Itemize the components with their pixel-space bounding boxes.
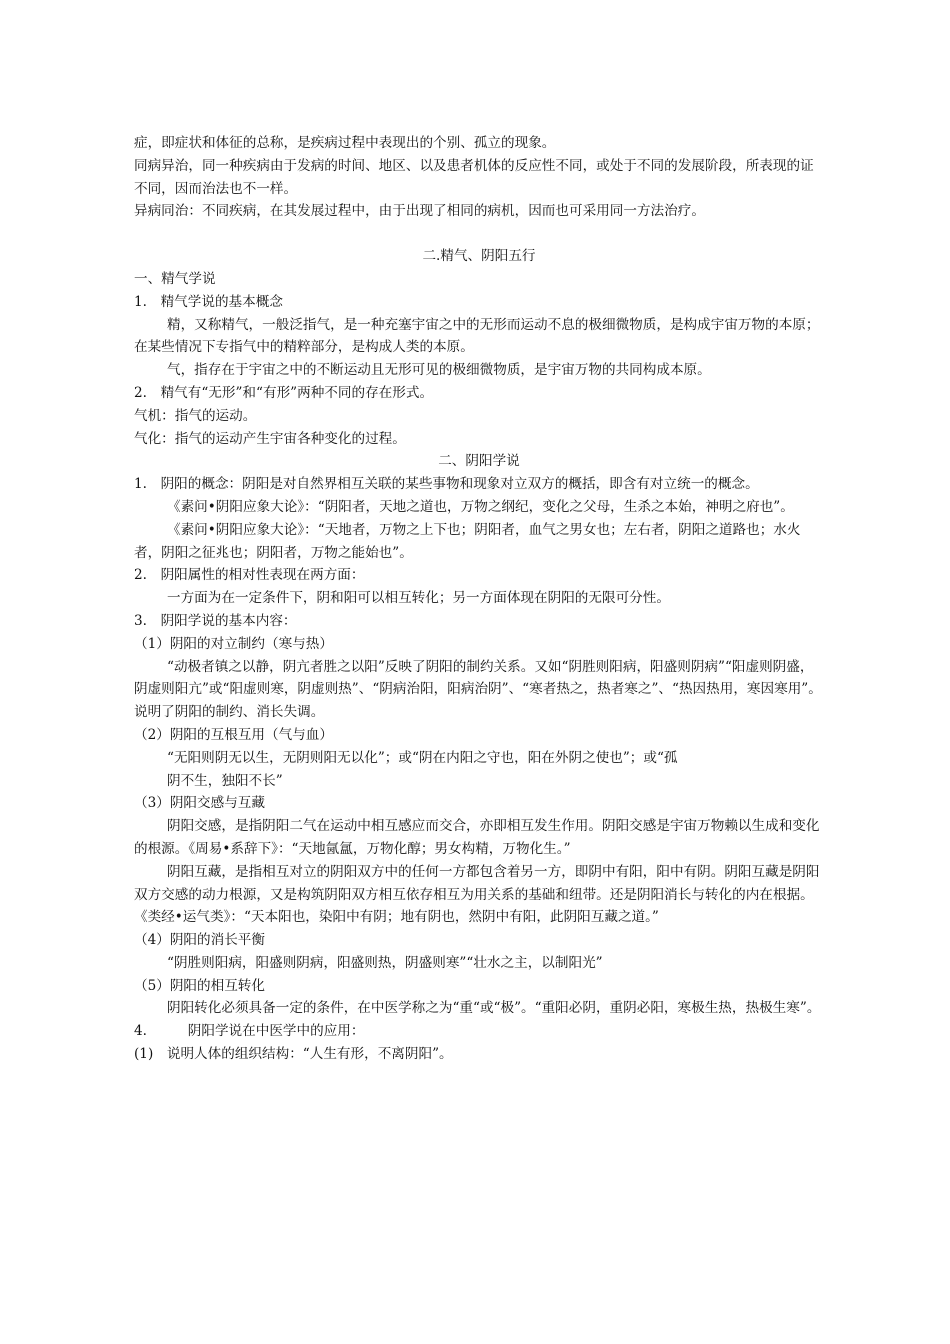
quote-suwen-2: 《素问•阴阳应象大论》：“天地者，万物之上下也；阴阳者，血气之男女也；左右者，阴阳之道路也；水火者，阴阳之征兆也；阴阳者，万物之能始也”。 [134, 521, 801, 561]
subitem-3-interaction: （3）阴阳交感与互藏 [134, 795, 265, 812]
subitem-4-balance: （4）阴阳的消长平衡 [134, 932, 265, 949]
subitem-1-opposition: （1）阴阳的对立制约（寒与热） [134, 635, 333, 652]
list-item-2-relativity: 2. 阴阳属性的相对性表现在两方面： [134, 567, 365, 584]
list-item-4-application: 4. 阴阳学说在中医学中的应用： [134, 1023, 365, 1040]
paragraph-mutual-containment: 阴阳互藏，是指相互对立的阴阳双方中的任何一方都包含着另一方，即阴中有阳，阳中有阴。阴阳互藏是阴阳双方交感的动力根源，又是构筑阴阳双方相互依存相互为用关系的基础和纽带。还是阴阳消长与转化的内在根据。《类经•运气类》：“天本阳也，染阳中有阴；地有阴也，然阴中有阳，此阴阳互藏之道。” [134, 863, 820, 926]
subitem-5-transformation: （5）阴阳的相互转化 [134, 977, 265, 994]
paragraph-relativity-detail: 一方面为在一定条件下，阴和阳可以相互转化；另一方面体现在阴阳的无限可分性。 [167, 590, 670, 607]
list-item-1-yinyang-concept: 1. 阴阳的概念：阴阳是对自然界相互关联的某些事物和现象对立双方的概括，即含有对立统一的概念。 [134, 476, 759, 493]
quote-interdependence-line1: “无阳则阴无以生，无阴则阳无以化”；或“阴在内阳之守也，阳在外阴之使也”；或“孤 [167, 749, 678, 766]
paragraph-qihua: 气化：指气的运动产生宇宙各种变化的过程。 [134, 430, 406, 447]
paragraph-transformation-detail: 阴阳转化必须具备一定的条件，在中医学称之为“重“或“极”。“重阳必阴，重阴必阳，寒极生热，热极生寒”。 [167, 1000, 821, 1017]
list-item-2-forms: 2. 精气有“无形”和“有形”两种不同的存在形式。 [134, 384, 434, 401]
list-item-1-basic-concept: 1. 精气学说的基本概念 [134, 293, 283, 310]
paragraph-jing-definition: 精，又称精气，一般泛指气，是一种充塞宇宙之中的无形而运动不息的极细微物质，是构成宇宙万物的本原；在某些情况下专指气中的精粹部分，是构成人类的本原。 [134, 316, 820, 356]
document-page [134, 132, 824, 1066]
paragraph-opposition-detail: “动极者镇之以静，阴亢者胜之以阳”反映了阴阳的制约关系。又如“阴胜则阳病，阳盛则阴病”“阳虚则阴盛，阴虚则阳亢”或“阳虚则寒，阴虚则热”、“阴病治阳，阳病治阴”、“寒者热之，热者寒之”、“热因热用，寒因寒用”。说明了阴阳的制约、消长失调。 [134, 658, 822, 721]
subheading-yinyang-theory: 二、阴阳学说 [438, 453, 520, 470]
paragraph-yibing-tongzhi: 异病同治：不同疾病，在其发展过程中，由于出现了相同的病机，因而也可采用同一方法治疗。 [134, 203, 705, 220]
subheading-jingqi-theory: 一、精气学说 [134, 270, 216, 287]
subitem-2-interdependence: （2）阴阳的互根互用（气与血） [134, 726, 333, 743]
section-heading-jingqi-yinyang-wuxing: 二.精气、阴阳五行 [422, 248, 536, 265]
list-item-3-basic-content: 3. 阴阳学说的基本内容： [134, 612, 297, 629]
quote-suwen-1: 《素问•阴阳应象大论》：“阴阳者，天地之道也，万物之纲纪，变化之父母，生杀之本始，神明之府也”。 [167, 498, 794, 515]
quote-interdependence-line2: 阴不生，独阳不长” [167, 772, 283, 789]
paragraph-interaction-detail: 阴阳交感，是指阴阳二气在运动中相互感应而交合，亦即相互发生作用。阴阳交感是宇宙万物赖以生成和变化的根源。《周易•系辞下》：“天地氤氲，万物化醇；男女构精，万物化生。” [134, 818, 820, 857]
paragraph-tongbing-yizhi: 同病异治，同一种疾病由于发病的时间、地区、以及患者机体的反应性不同，或处于不同的发展阶段，所表现的证不同，因而治法也不一样。 [134, 157, 814, 197]
subitem-1-body-structure: (1) 说明人体的组织结构：“人生有形，不离阴阳”。 [134, 1046, 453, 1063]
quote-balance: “阴胜则阳病，阳盛则阴病，阳盛则热，阴盛则寒”“壮水之主，以制阳光” [167, 954, 603, 971]
paragraph-qi-definition: 气，指存在于宇宙之中的不断运动且无形可见的极细微物质，是宇宙万物的共同构成本原。 [167, 362, 711, 379]
paragraph-symptom-definition: 症，即症状和体征的总称，是疾病过程中表现出的个别、孤立的现象。 [134, 135, 556, 151]
spacer [134, 223, 824, 245]
paragraph-qiji: 气机：指气的运动。 [134, 407, 257, 424]
